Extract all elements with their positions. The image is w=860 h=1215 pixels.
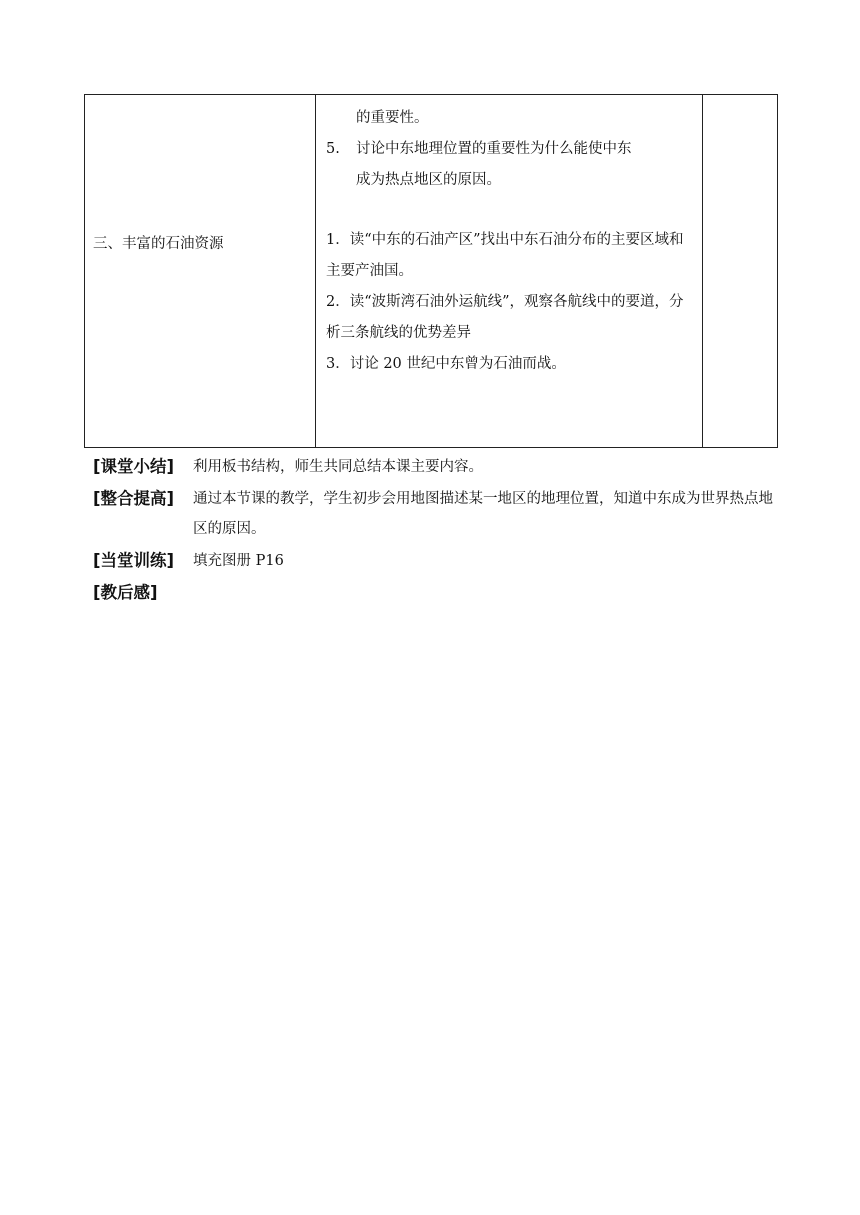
summary-row xyxy=(93,452,783,482)
question-1: 1．读“中东的石油产区”找出中东石油分布的主要区域和主要产油国。 xyxy=(326,232,684,279)
section-title: 三、丰富的石油资源 xyxy=(93,236,224,252)
item5-continuation: 成为热点地区的原因。 xyxy=(356,172,501,188)
training-label: [当堂训练] xyxy=(93,551,175,570)
training-row xyxy=(93,546,783,576)
improve-text: 通过本节课的教学，学生初步会用地图描述某一地区的地理位置，知道中东成为世界热点地区的原因。 xyxy=(193,491,773,537)
improve-label: [整合提高] xyxy=(93,489,175,508)
training-text: 填充图册 P16 xyxy=(193,553,284,569)
summary-label: [课堂小结] xyxy=(93,457,175,476)
item4-continuation: 的重要性。 xyxy=(356,110,429,126)
lesson-table xyxy=(84,94,778,448)
list-item xyxy=(326,134,692,165)
question-3: 3．讨论 20 世纪中东曾为石油而战。 xyxy=(326,356,566,372)
item-text: 讨论中东地理位置的重要性为什么能使中东 xyxy=(356,141,632,157)
summary-text: 利用板书结构，师生共同总结本课主要内容。 xyxy=(193,459,483,475)
question-2: 2．读“波斯湾石油外运航线”，观察各航线中的要道，分析三条航线的优势差异 xyxy=(326,294,684,341)
item-number: 5. xyxy=(326,141,340,157)
reflection-label: [教后感] xyxy=(93,583,158,602)
activity-cell xyxy=(316,95,703,448)
topic-cell xyxy=(85,95,316,448)
lesson-footer xyxy=(93,452,783,610)
improve-row xyxy=(93,484,783,544)
reflection-row xyxy=(93,578,783,608)
table-row xyxy=(85,95,778,448)
notes-cell xyxy=(703,95,778,448)
